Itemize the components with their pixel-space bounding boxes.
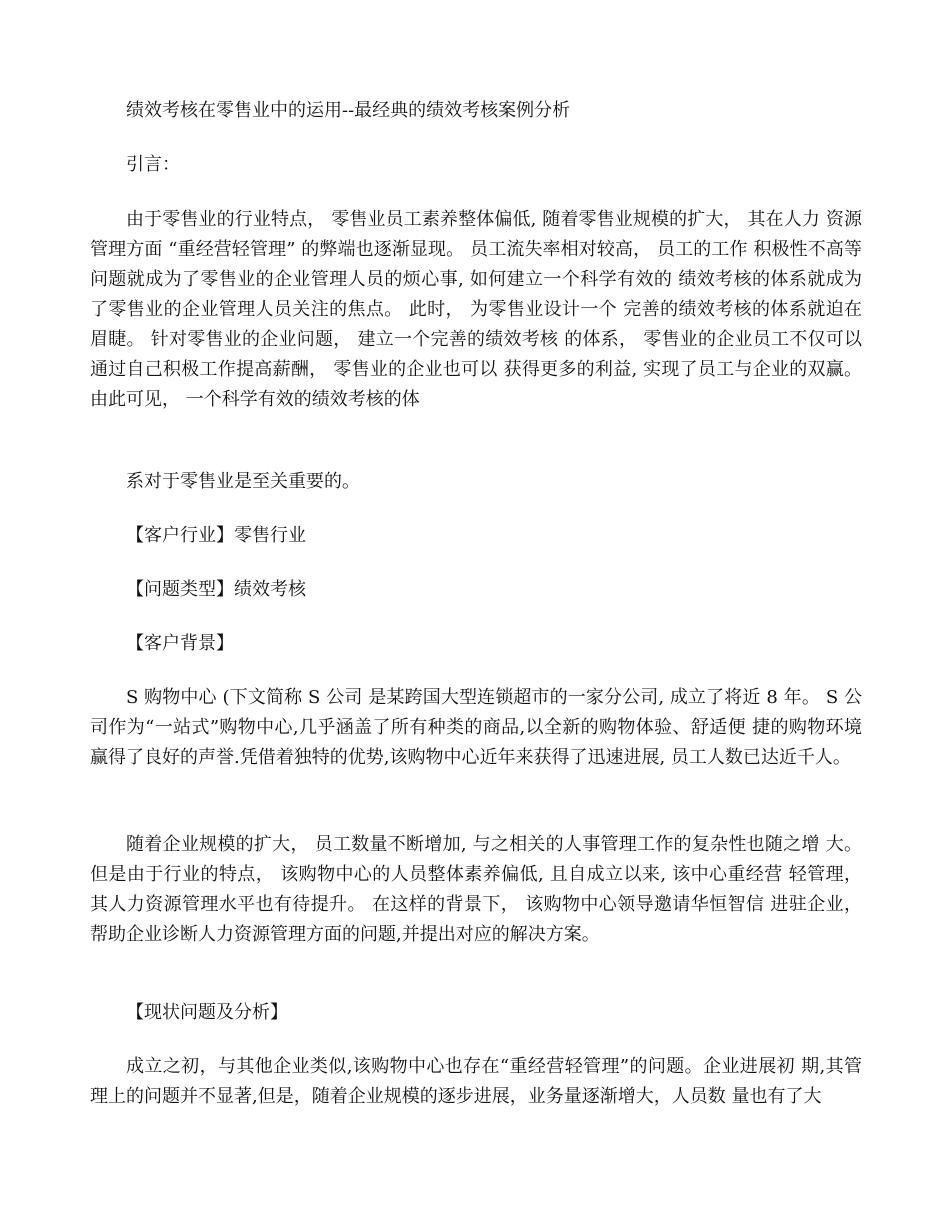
expansion-paragraph: 随着企业规模的扩大， 员工数量不断增加, 与之相关的人事管理工作的复杂性也随之增 大。 但是由于行业的特点， 该购物中心的人员整体素养偏低, 且自成立以来, 该中心重经营 轻管理， 其人力资源管理水平也有待提升。 在这样的背景下， 该购物中心领导邀请华恒智信 进驻企业，帮助企业诊断人力资源管理方面的问题,并提出对应的解决方案。 (90, 834, 862, 945)
client-background-heading: 【客户背景】 (126, 633, 234, 654)
intro-paragraph-continued: 系对于零售业是至关重要的。 (126, 471, 360, 492)
intro-paragraph: 由于零售业的行业特点， 零售业员工素养整体偏低, 随着零售业规模的扩大， 其在人力 资源管理方面 “重经营轻管理” 的弊端也逐渐显现。 员工流失率相对较高， 员工的工作 积极性不高等问题就成为了零售业的企业管理人员的烦心事, 如何建立一个科学有效的 绩效考核的体系就成为了零售业的企业管理人员关注的焦点。 此时， 为零售业设计一个 完善的绩效考核的体系就迫在眉睫。 针对零售业的企业问题， 建立一个完善的绩效考核 的体系， 零售业的企业员工不仅可以通过自己积极工作提高薪酬， 零售业的企业也可以 获得更多的利益, 实现了员工与企业的双赢。 由此可见， 一个科学有效的绩效考核的体 (90, 209, 862, 410)
current-issues-heading: 【现状问题及分析】 (126, 1002, 288, 1023)
client-industry-line: 【客户行业】零售行业 (126, 525, 306, 546)
intro-label: 引言： (126, 154, 180, 175)
problem-type-line: 【问题类型】绩效考核 (126, 579, 306, 600)
document-title: 绩效考核在零售业中的运用--最经典的绩效考核案例分析 (126, 100, 571, 121)
background-paragraph: S 购物中心 (下文简称 S 公司 是某跨国大型连锁超市的一家分公司, 成立了将近 8 年。 S 公司作为“一站式”购物中心,几乎涵盖了所有种类的商品,以全新的购物体验、舒适便 捷的购物环境赢得了良好的声誉.凭借着独特的优势,该购物中心近年来获得了迅速进展, 员工人数已达近千人。 (90, 687, 862, 768)
current-issues-paragraph: 成立之初，与其他企业类似,该购物中心也存在“重经营轻管理”的问题。企业进展初 期,其管理上的问题并不显著,但是，随着企业规模的逐步进展，业务量逐渐增大，人员数 量也有了大 (90, 1056, 862, 1107)
